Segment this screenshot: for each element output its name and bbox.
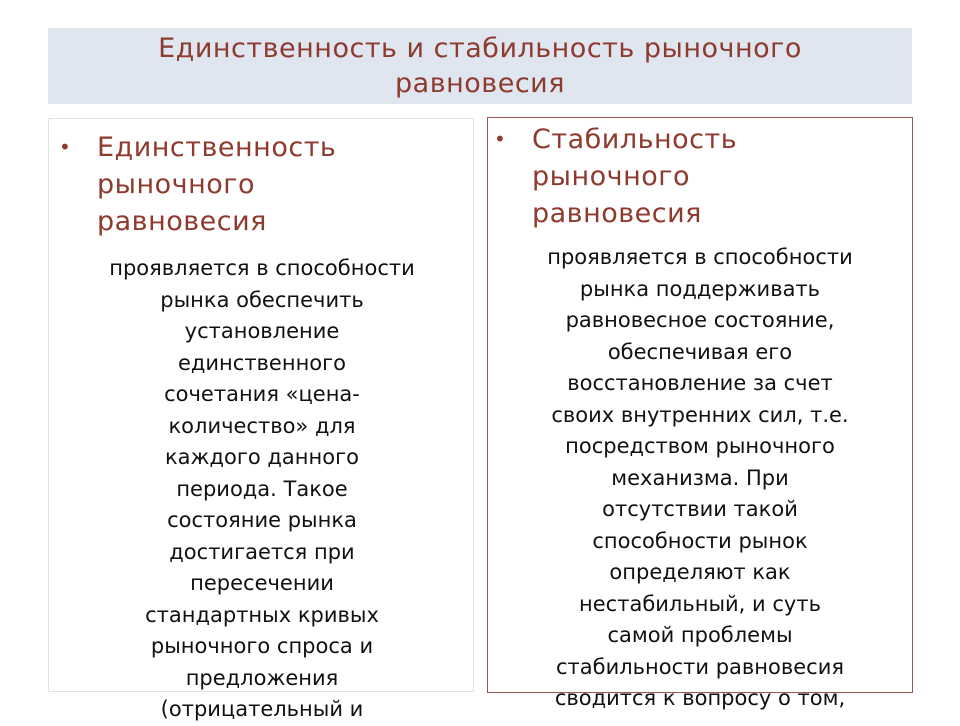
description-line: периода. Такое: [176, 476, 348, 501]
description-line: пересечении: [190, 571, 334, 595]
description-line: предложения: [185, 665, 339, 690]
stability-panel: [487, 117, 913, 710]
bullet-icon: •: [494, 127, 506, 151]
description-line: способности рынок: [592, 528, 808, 553]
uniqueness-heading: Единственность рыночного равновесия: [97, 132, 337, 237]
description-line: количество» для: [168, 413, 356, 438]
description-line: самой проблемы: [607, 623, 793, 647]
bullet-icon: •: [59, 135, 71, 159]
description-line: (отрицательный и: [160, 697, 364, 721]
description-line: установление: [184, 319, 340, 343]
description-line: своих внутренних сил, т.е.: [551, 402, 849, 427]
description-line: обеспечивая его: [607, 339, 793, 364]
slide-title: Единственность и стабильность рыночного равновесия: [158, 33, 802, 99]
description-line: стабильности равновесия: [555, 654, 844, 679]
description-line: проявляется в способности: [109, 256, 415, 280]
description-line: единственного: [177, 350, 347, 375]
description-line: состояние рынка: [167, 508, 357, 532]
description-line: достигается при: [169, 539, 355, 564]
uniqueness-panel: [48, 118, 474, 721]
stability-description: [488, 242, 912, 715]
description-line: сочетания «цена-: [164, 382, 360, 406]
stability-heading: Стабильность рыночного равновесия: [532, 124, 738, 229]
description-line: посредством рыночного: [565, 434, 835, 458]
slide-title-bar: [48, 28, 912, 104]
description-line: нестабильный, и суть: [579, 591, 821, 616]
description-line: равновесное состояние,: [565, 308, 835, 332]
description-line: рынка обеспечить: [160, 287, 364, 312]
description-line: восстановление за счет: [567, 371, 833, 395]
description-line: стандартных кривых: [145, 602, 379, 627]
stability-bullet-row: [494, 121, 862, 232]
uniqueness-bullet-row: [59, 129, 427, 240]
description-line: определяют как: [609, 560, 791, 584]
description-line: рыночного спроса и: [150, 634, 374, 658]
description-line: отсутствии такой: [602, 497, 798, 521]
description-line: рынка поддерживать: [579, 276, 821, 301]
description-line: каждого данного: [165, 445, 359, 469]
description-line: сводится к вопросу о том,: [554, 686, 846, 710]
description-line: проявляется в способности: [547, 245, 853, 269]
uniqueness-description: [49, 253, 475, 726]
description-line: механизма. При: [611, 465, 789, 490]
